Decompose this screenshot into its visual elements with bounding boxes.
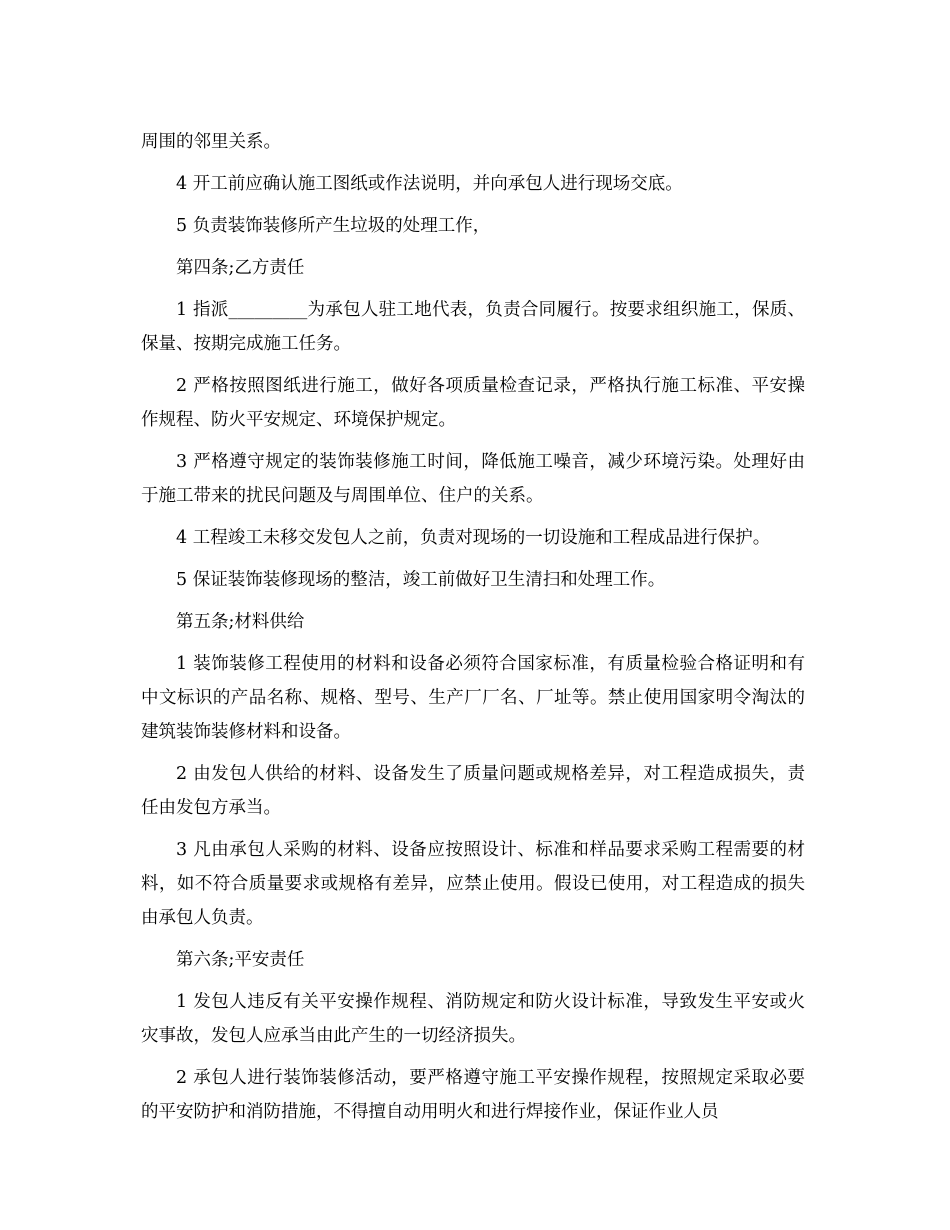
paragraph-item-2-owner-supplied-materials: 2 由发包人供给的材料、设备发生了质量问题或规格差异，对工程造成损失，责任由发包方承当。 — [141, 764, 805, 818]
section-heading-article-6: 第六条;平安责任 — [176, 950, 305, 970]
paragraph-item-4-site-briefing: 4 开工前应确认施工图纸或作法说明，并向承包人进行现场交底。 — [176, 174, 683, 194]
paragraph-item-2-construction-standards: 2 严格按照图纸进行施工，做好各项质量检查记录，严格执行施工标准、平安操作规程、防火平安规定、环境保护规定。 — [141, 376, 805, 430]
paragraph-continuation: 周围的邻里关系。 — [141, 132, 281, 152]
section-heading-article-4: 第四条;乙方责任 — [176, 258, 305, 278]
paragraph-item-5-site-cleanliness: 5 保证装饰装修现场的整洁，竣工前做好卫生清扫和处理工作。 — [176, 570, 666, 590]
paragraph-item-3-contractor-purchased-materials: 3 凡由承包人采购的材料、设备应按照设计、标准和样品要求采购工程需要的材料，如不符合质量要求或规格有差异，应禁止使用。假设已使用，对工程造成的损失由承包人负责。 — [141, 840, 805, 928]
paragraph-item-2-contractor-safety: 2 承包人进行装饰装修活动，要严格遵守施工平安操作规程，按照规定采取必要的平安防护和消防措施，不得擅自动用明火和进行焊接作业，保证作业人员 — [141, 1068, 805, 1122]
paragraph-item-5-waste-handling: 5 负责装饰装修所产生垃圾的处理工作， — [176, 216, 491, 236]
paragraph-item-3-noise-pollution: 3 严格遵守规定的装饰装修施工时间，降低施工噪音，减少环境污染。处理好由于施工带来的扰民问题及与周围单位、住户的关系。 — [141, 452, 805, 506]
document-page — [141, 125, 805, 1137]
paragraph-item-1-site-representative: 1 指派_________为承包人驻工地代表，负责合同履行。按要求组织施工，保质、保量、按期完成施工任务。 — [141, 300, 805, 354]
paragraph-item-1-material-standards: 1 装饰装修工程使用的材料和设备必须符合国家标准，有质量检验合格证明和有中文标识的产品名称、规格、型号、生产厂厂名、厂址等。禁止使用国家明令淘汰的建筑装饰装修材料和设备。 — [141, 654, 805, 742]
section-heading-article-5: 第五条;材料供给 — [176, 612, 305, 632]
paragraph-item-4-site-protection: 4 工程竣工未移交发包人之前，负责对现场的一切设施和工程成品进行保护。 — [176, 528, 771, 548]
paragraph-item-1-owner-safety-violation: 1 发包人违反有关平安操作规程、消防规定和防火设计标准，导致发生平安或火灾事故，发包人应承当由此产生的一切经济损失。 — [141, 992, 805, 1046]
